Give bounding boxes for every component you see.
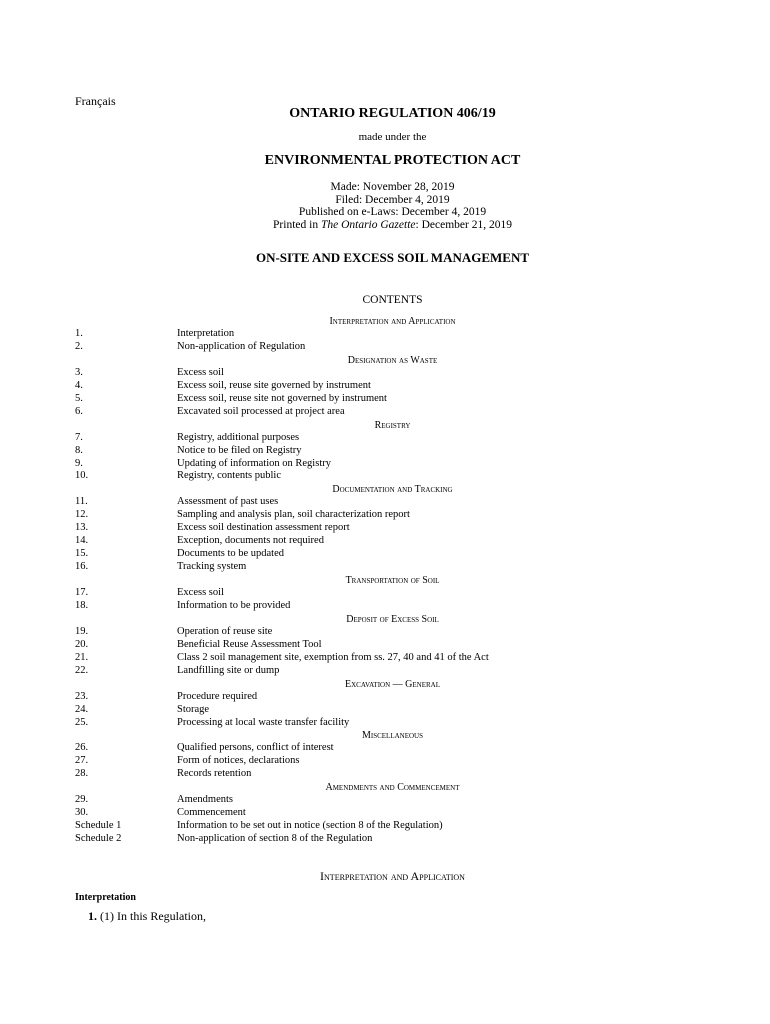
interpretation-label: Interpretation (75, 892, 136, 903)
toc-number: Schedule 2 (75, 833, 122, 845)
toc-section-heading: Miscellaneous (361, 730, 423, 742)
made-under-text: made under the (358, 131, 427, 143)
regulation-title: ONTARIO REGULATION 406/19 (289, 106, 496, 121)
toc-row[interactable] (0, 652, 770, 665)
toc-row[interactable] (0, 820, 770, 833)
toc-number: 6. (75, 405, 83, 417)
toc-row[interactable] (0, 561, 770, 574)
body-section-heading: Interpretation and Application (320, 869, 465, 883)
toc-title: Non-application of section 8 of the Regulation (177, 833, 373, 845)
toc-row[interactable] (0, 328, 770, 341)
toc-title: Excess soil, reuse site not governed by instrument (177, 392, 387, 404)
toc-number: 8. (75, 444, 83, 456)
toc-number: 2. (75, 340, 83, 352)
toc-row[interactable] (0, 393, 770, 406)
toc-row[interactable] (0, 704, 770, 717)
published-date: Published on e-Laws: December 4, 2019 (298, 206, 487, 218)
toc-row[interactable] (0, 509, 770, 522)
toc-section-heading: Deposit of Excess Soil (346, 613, 439, 625)
toc-row[interactable] (0, 522, 770, 535)
toc-number: 11. (75, 496, 88, 508)
toc-number: 20. (75, 638, 89, 650)
table-of-contents (0, 315, 770, 846)
toc-row[interactable] (0, 717, 770, 730)
toc-number: 9. (75, 457, 83, 469)
toc-title: Registry, contents public (177, 470, 282, 482)
printed-date (0, 219, 770, 232)
toc-row[interactable] (0, 768, 770, 781)
toc-row[interactable] (0, 742, 770, 755)
toc-title: Exception, documents not required (177, 535, 324, 547)
toc-title: Amendments (177, 794, 233, 806)
toc-title: Updating of information on Registry (177, 457, 331, 469)
printed-prefix: Printed in (273, 218, 321, 231)
toc-title: Excess soil (177, 587, 224, 598)
toc-number: 21. (75, 651, 89, 663)
section-number: 1. (88, 909, 97, 923)
toc-section-heading: Interpretation and Application (329, 316, 456, 327)
toc-title: Processing at local waste transfer facility (177, 716, 350, 728)
toc-row[interactable] (0, 755, 770, 768)
toc-number: 22. (75, 664, 89, 676)
printed-suffix: : December 21, 2019 (415, 218, 512, 231)
toc-number: 23. (75, 690, 89, 702)
toc-title: Non-application of Regulation (177, 340, 306, 352)
toc-title: Tracking system (177, 561, 247, 573)
filed-date: Filed: December 4, 2019 (335, 193, 450, 206)
toc-number: 29. (75, 794, 89, 806)
made-date: Made: November 28, 2019 (330, 181, 455, 193)
toc-number: 14. (75, 535, 89, 547)
toc-title: Information to be provided (177, 599, 291, 611)
toc-row[interactable] (0, 587, 770, 600)
act-title: ENVIRONMENTAL PROTECTION ACT (264, 153, 521, 168)
toc-number: 12. (75, 509, 89, 521)
language-link-francais[interactable]: Français (75, 94, 116, 108)
date-block (0, 181, 770, 231)
toc-number: 25. (75, 716, 89, 728)
toc-section-heading: Designation as Waste (347, 354, 438, 366)
toc-number: 18. (75, 599, 89, 611)
toc-title: Registry, additional purposes (177, 431, 300, 443)
toc-number: 10. (75, 470, 89, 482)
toc-number: 15. (75, 548, 89, 560)
toc-number: 27. (75, 755, 89, 767)
toc-number: 4. (75, 379, 83, 391)
toc-row[interactable] (0, 535, 770, 548)
toc-row[interactable] (0, 691, 770, 704)
toc-title: Commencement (177, 807, 246, 819)
toc-number: 1. (75, 328, 83, 339)
toc-number: Schedule 1 (75, 820, 122, 832)
toc-title: Excavated soil processed at project area (177, 405, 345, 417)
toc-title: Excess soil (177, 366, 224, 378)
toc-number: 5. (75, 392, 83, 404)
toc-title: Form of notices, declarations (177, 755, 300, 767)
toc-title: Operation of reuse site (177, 625, 273, 637)
toc-section-heading: Documentation and Tracking (332, 484, 453, 496)
toc-section-heading: Amendments and Commencement (325, 782, 460, 794)
toc-number: 13. (75, 522, 89, 534)
toc-row[interactable] (0, 458, 770, 471)
toc-section-heading: Excavation — General (345, 678, 440, 690)
toc-row[interactable] (0, 833, 770, 846)
toc-row[interactable] (0, 406, 770, 419)
toc-section-heading: Registry (374, 419, 411, 431)
toc-row[interactable] (0, 794, 770, 807)
gazette-name: The Ontario Gazette (320, 218, 416, 231)
toc-number: 19. (75, 625, 89, 637)
toc-title: Excess soil, reuse site governed by instrument (177, 379, 371, 391)
toc-title: Documents to be updated (177, 548, 285, 560)
toc-title: Assessment of past uses (177, 496, 279, 508)
toc-title: Storage (177, 703, 210, 715)
toc-row[interactable] (0, 639, 770, 652)
toc-number: 26. (75, 742, 89, 754)
toc-number: 28. (75, 768, 89, 780)
toc-number: 7. (75, 431, 83, 443)
toc-number: 3. (75, 366, 83, 378)
paragraph-text: (1) In this Regulation, (97, 909, 206, 923)
toc-row[interactable] (0, 432, 770, 445)
toc-title: Excess soil destination assessment report (177, 522, 350, 534)
toc-title: Notice to be filed on Registry (177, 444, 302, 456)
toc-number: 17. (75, 587, 89, 598)
toc-section-heading: Transportation of Soil (345, 575, 440, 586)
toc-row[interactable] (0, 600, 770, 613)
toc-number: 30. (75, 807, 89, 819)
first-paragraph (88, 909, 206, 924)
toc-row[interactable] (0, 341, 770, 354)
toc-title: Qualified persons, conflict of interest (177, 742, 334, 754)
toc-title: Procedure required (177, 690, 258, 702)
toc-title: Class 2 soil management site, exemption from ss. 27, 40 and 41 of the Act (177, 651, 489, 663)
contents-title: CONTENTS (362, 294, 423, 306)
toc-row[interactable] (0, 665, 770, 678)
toc-title: Sampling and analysis plan, soil characterization report (177, 509, 410, 521)
toc-title: Beneficial Reuse Assessment Tool (177, 638, 322, 650)
toc-row[interactable] (0, 367, 770, 380)
toc-row[interactable] (0, 626, 770, 639)
toc-number: 24. (75, 703, 89, 715)
toc-title: Information to be set out in notice (section 8 of the Regulation) (177, 820, 443, 832)
toc-title: Interpretation (177, 328, 235, 339)
toc-row[interactable] (0, 445, 770, 458)
toc-row[interactable] (0, 807, 770, 820)
toc-number: 16. (75, 561, 89, 573)
toc-row[interactable] (0, 496, 770, 509)
toc-row[interactable] (0, 380, 770, 393)
toc-row[interactable] (0, 470, 770, 483)
toc-row[interactable] (0, 548, 770, 561)
toc-title: Records retention (177, 768, 252, 780)
toc-title: Landfilling site or dump (177, 664, 280, 676)
document-title: ON-SITE AND EXCESS SOIL MANAGEMENT (255, 250, 530, 265)
